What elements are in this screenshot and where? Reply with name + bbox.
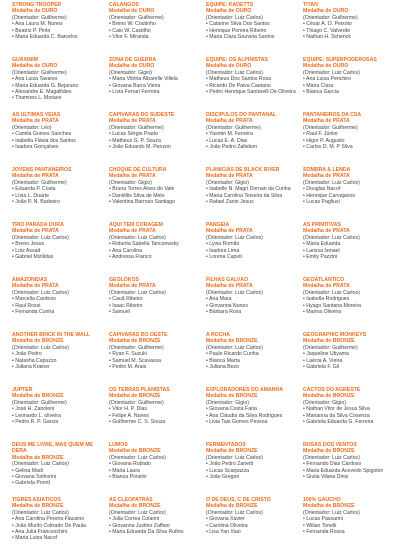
team-name: PANGÉIA xyxy=(206,222,230,228)
team-name: PLANÍCIAS DE BLACK RIVER xyxy=(206,167,280,173)
team-name: GEOGRAPHIC MONKEYS xyxy=(303,332,367,338)
team-name: 100% GAÚCHO xyxy=(303,497,341,503)
team-member: • Larissa Ismael xyxy=(303,248,394,254)
team-member: • Lyvia Romão xyxy=(206,241,297,247)
team-name: GUAXINIM xyxy=(12,57,38,63)
medal-label: Medalha de PRATA xyxy=(206,228,253,235)
team-member: • Emily Pazzini xyxy=(303,254,394,260)
team-member: • Lívia L. Duarte xyxy=(12,193,103,199)
team-name: CACTOS DO AGRESTE xyxy=(303,387,361,393)
team-member: • Ryan F. Suzuki xyxy=(109,351,200,357)
team-member: • Gabriel Mizilidas xyxy=(12,254,103,260)
orientador-label: (Orientador: Guilherme) xyxy=(12,179,67,186)
team-entry xyxy=(303,57,394,112)
team-name: JOVENS PANTANEIROS xyxy=(12,167,72,173)
team-member: • João Gregori xyxy=(206,474,297,480)
orientador-label: (Orientador: Luiz Carlos) xyxy=(303,289,360,296)
medal-label: Medalha de BRONZE xyxy=(12,454,64,461)
medal-label: Medalha de BRONZE xyxy=(12,338,64,345)
orientador-label: (Orientador: Luiz Carlos) xyxy=(206,344,263,351)
team-name: LUMOS xyxy=(109,442,128,448)
orientador-label: (Orientador: Luiz Carlos) xyxy=(109,289,166,296)
team-member: • Giovanna Justino Zaffani xyxy=(109,523,200,529)
team-member: • João Pedro xyxy=(12,351,103,357)
team-entry xyxy=(12,497,103,552)
medal-label: Medalha de PRATA xyxy=(303,228,350,235)
team-member: • Maria Eduarda Acevedo Spigolon xyxy=(303,468,394,474)
team-entry xyxy=(303,387,394,442)
team-member: • Andressa Franco xyxy=(109,254,200,260)
team-entry xyxy=(12,442,103,497)
team-member: • Bruna Torres Alves do Vale xyxy=(109,186,200,192)
orientador-label: (Orientador: Luiz Carlos) xyxy=(109,509,166,516)
team-member: • Juliana Bezo xyxy=(206,364,297,370)
medal-label: Medalha de BRONZE xyxy=(12,393,64,400)
medal-label: Medalha de PRATA xyxy=(109,283,156,290)
team-entry xyxy=(12,222,103,277)
team-member: • Vitor H. P. Dias xyxy=(109,406,200,412)
orientador-label: (Orientador: Gigio) xyxy=(109,179,152,186)
team-member: • João Murilo Coltrado De Paula xyxy=(12,523,103,529)
team-entry xyxy=(206,497,297,552)
medal-label: Medalha de PRATA xyxy=(12,173,59,180)
team-member: • Gabriela F. Gil xyxy=(303,364,394,370)
medal-label: Medalha de PRATA xyxy=(109,228,156,235)
team-name: GEOATLÂNTICO xyxy=(303,277,345,283)
team-member: • Laécia A. Vieira xyxy=(303,358,394,364)
orientador-label: (Orientador: Guilherme) xyxy=(12,399,67,406)
orientador-label: (Orientador: Guilherme) xyxy=(109,344,164,351)
team-member: • Maria Luiza Nacof xyxy=(12,535,103,541)
team-entry xyxy=(303,167,394,222)
medal-label: Medalha de PRATA xyxy=(206,283,253,290)
team-member: • Maria Clara Gouveia Santos xyxy=(206,34,297,40)
team-member: • João P. N. Barbeiro xyxy=(12,199,103,205)
team-member: • Isabelle N. Magri Dornan da Cunha xyxy=(206,186,297,192)
team-entry xyxy=(303,442,394,497)
team-member: • Lívia Ferrari Ferreira xyxy=(109,89,200,95)
team-name: STRONG TROOPER xyxy=(12,2,62,8)
team-entry xyxy=(206,2,297,57)
team-member: • Fernanda Cunha xyxy=(12,309,103,315)
team-member: • Pedro M. Arais xyxy=(109,364,200,370)
team-member: • Samuel M. Scavassa xyxy=(109,358,200,364)
medal-label: Medalha de BRONZE xyxy=(206,503,258,510)
orientador-label: (Orientador: Gigio) xyxy=(303,399,346,406)
team-member: • Breno Jesus xyxy=(12,241,103,247)
team-member: • Samuel xyxy=(109,309,200,315)
medal-label: Medalha de PRATA xyxy=(303,283,350,290)
team-entry xyxy=(303,332,394,387)
medal-label: Medalha de PRATA xyxy=(12,283,59,290)
team-member: • Gabriela Prontl xyxy=(12,480,103,486)
team-member: • Nathan Vitor de Jesus Silva xyxy=(303,406,394,412)
team-entry xyxy=(206,167,297,222)
team-member: • Lucas Sérgio Prado xyxy=(109,131,200,137)
team-entry xyxy=(109,2,200,57)
medal-label: Medalha de BRONZE xyxy=(303,448,355,455)
team-member: • Livia Tais Gomes Pessoa xyxy=(206,419,297,425)
team-name: ROSAS DOS VENTOS xyxy=(303,442,357,448)
team-entry xyxy=(109,387,200,442)
orientador-label: (Orientador: Luiz Carlos) xyxy=(303,179,360,186)
medal-label: Medalha de PRATA xyxy=(206,118,253,125)
orientador-label: (Orientador: Guilherme) xyxy=(109,399,164,406)
team-name: DISCÍPULOS DO PANTANAL xyxy=(206,112,277,118)
team-name: A ROCHA xyxy=(206,332,231,338)
orientador-label: (Orientador: Gigio) xyxy=(206,179,249,186)
team-member: • Maria Clara xyxy=(303,83,394,89)
team-name: GEOLOKOS xyxy=(109,277,139,283)
team-member: • Raul F. Júnior xyxy=(303,131,394,137)
team-name: EQUIPE: KADETTS xyxy=(206,2,254,8)
orientador-label: (Orientador: Luiz Carlos) xyxy=(206,14,263,21)
team-entry xyxy=(109,112,200,167)
orientador-label: (Orientador: Luiz Carlos) xyxy=(12,509,69,516)
team-member: • Giulia Vilana Dinis xyxy=(303,474,394,480)
medal-label: Medalha de BRONZE xyxy=(303,338,355,345)
team-member: • Higor P. Augusto xyxy=(303,138,394,144)
team-member: • Giovana Xavier xyxy=(206,516,297,522)
medal-label: Medalha de PRATA xyxy=(12,118,59,125)
team-member: • Pedro R. P. Garcia xyxy=(12,419,103,425)
team-member: • Maria Eduarda C. Barcelos xyxy=(12,34,103,40)
orientador-label: (Orientador: Guilherme) xyxy=(206,124,261,131)
orientador-label: (Orientador: Luiz Carlos) xyxy=(109,454,166,461)
team-entry xyxy=(109,222,200,277)
team-member: • Matheus Dos Santos Rosa xyxy=(206,76,297,82)
team-name: AS ÚLTIMAS VEIAS xyxy=(12,112,61,118)
team-entry xyxy=(12,112,103,167)
orientador-label: (Orientador: Luiz Carlos) xyxy=(206,234,263,241)
team-member: • Valentina Barroso Santiago xyxy=(109,199,200,205)
team-entry xyxy=(109,497,200,552)
team-entry xyxy=(12,387,103,442)
team-entry xyxy=(109,332,200,387)
team-name: FILHAS GALVÃO xyxy=(206,277,248,283)
medal-label: Medalha de BRONZE xyxy=(12,503,64,510)
team-member: • Giovanna Nunes xyxy=(206,303,297,309)
team-member: • Thamires L. Moraes xyxy=(12,95,103,101)
team-name: CALANGOS xyxy=(109,2,139,8)
team-entry xyxy=(206,222,297,277)
orientador-label: (Orientador: Gigio) xyxy=(109,69,152,76)
medal-label: Medalha de BRONZE xyxy=(206,448,258,455)
team-member: • Wilian Tonelli xyxy=(303,523,394,529)
team-member: • Bianca Ponzini xyxy=(109,474,200,480)
team-name: JÚPTER xyxy=(12,387,33,393)
orientador-label: (Orientador: Luiz Carlos) xyxy=(12,289,69,296)
team-member: • Marianna da Silva Cosenza xyxy=(303,413,394,419)
team-member: • Felipe A. Nunes xyxy=(109,413,200,419)
orientador-label: (Orientador: Luiz Carlos) xyxy=(206,509,263,516)
team-member: • Luiz Assad xyxy=(12,248,103,254)
team-member: • Ana Mara xyxy=(206,296,297,302)
team-member: • Breno W. Coutinho xyxy=(109,21,200,27)
team-member: • Juliana Krainer xyxy=(12,364,103,370)
team-name: FERMENTADOS xyxy=(206,442,246,448)
team-name: CAPIVARAS DO SUDESTE xyxy=(109,112,175,118)
team-name: TITAN xyxy=(303,2,318,8)
team-member: • Bianca Marta xyxy=(206,358,297,364)
team-member: • Gabriela Eduarda G. Ferreira xyxy=(303,419,394,425)
orientador-label: (Orientador: Luiz Carlos) xyxy=(109,234,166,241)
medal-label: Medalha de OURO xyxy=(12,8,58,15)
medal-label: Medalha de PRATA xyxy=(303,173,350,180)
orientador-label: (Orientador: Luiz Carlos) xyxy=(303,454,360,461)
orientador-label: (Orientador: Guilherme) xyxy=(303,344,358,351)
team-member: • Yasmin M. Ferreira xyxy=(206,131,297,137)
team-entry xyxy=(303,112,394,167)
team-entry xyxy=(12,167,103,222)
orientador-label: (Orientador: Luiz Carlos) xyxy=(303,69,360,76)
team-member: • Giovana Sinhorini xyxy=(12,474,103,480)
team-member: • Carolina Oliveira xyxy=(206,523,297,529)
team-member: • Henrique Pereira Ribeiro xyxy=(206,28,297,34)
team-member: • Camila Gomes Sanches xyxy=(12,131,103,137)
orientador-label: (Orientador: Luiz Carlos) xyxy=(12,461,69,468)
team-name: ZONA DE GUERRA xyxy=(109,57,157,63)
team-name: SOMBRA & LENDA xyxy=(303,167,351,173)
team-member: • Guilherme C. S. Souza xyxy=(109,419,200,425)
team-entry xyxy=(109,167,200,222)
teams-grid xyxy=(12,2,394,542)
team-member: • Ana Carolina xyxy=(109,248,200,254)
medal-label: Medalha de PRATA xyxy=(12,228,59,235)
orientador-label: (Orientador: Gigio) xyxy=(206,399,249,406)
team-entry xyxy=(109,57,200,112)
team-member: • Maria Vitória Albarelle Villela xyxy=(109,76,200,82)
team-member: • Caio W. Castilho xyxy=(109,28,200,34)
team-member: • João Pedro Zallebon xyxy=(206,144,297,150)
team-name: CHOQUE DE CULTURA xyxy=(109,167,167,173)
team-member: • Ana Luisa Penchiro xyxy=(303,76,394,82)
medal-label: Medalha de OURO xyxy=(206,63,252,70)
team-member: • Ricardo De Paiva Caetano xyxy=(206,83,297,89)
medal-label: Medalha de BRONZE xyxy=(109,338,161,345)
team-name: AS PRIMITIVAS xyxy=(303,222,341,228)
team-member: • Isabella Rodrigues xyxy=(303,296,394,302)
orientador-label: (Orientador: Léo) xyxy=(12,124,52,131)
team-member: • Giovana Costa Faria xyxy=(206,406,297,412)
team-member: • Giovana Barra Vieira xyxy=(109,83,200,89)
medal-label: Medalha de BRONZE xyxy=(109,393,161,400)
team-member: • Catarine Silva Dos Santos xyxy=(206,21,297,27)
orientador-label: (Orientador: Guilherme) xyxy=(109,124,164,131)
team-member: • Thiago C. Valverde xyxy=(303,28,394,34)
medal-label: Medalha de BRONZE xyxy=(206,338,258,345)
medal-label: Medalha de BRONZE xyxy=(109,448,161,455)
team-member: • Rafael Zanin Jesus xyxy=(206,199,297,205)
team-member: • João Eduardo M. Penzon xyxy=(109,144,200,150)
team-member: • Lorena Caputi xyxy=(206,254,297,260)
team-member: • Leonardo L. oliveira xyxy=(12,413,103,419)
team-member: • Lucas Scarpazza xyxy=(206,468,297,474)
team-member: • Jaqueline Utiyama xyxy=(303,351,394,357)
orientador-label: (Orientador: Guilherme) xyxy=(109,14,164,21)
orientador-label: (Orientador: Luiz Carlos) xyxy=(206,289,263,296)
team-member: • Bárbara Rosa xyxy=(206,309,297,315)
team-entry xyxy=(206,442,297,497)
team-member: • Pedro Henrique Santarelli De Oliveira xyxy=(206,89,297,95)
orientador-label: (Orientador: Luiz Carlos) xyxy=(206,69,263,76)
orientador-label: (Orientador: Luiz Carlos) xyxy=(303,234,360,241)
medal-label: Medalha de PRATA xyxy=(109,173,156,180)
medal-label: Medalha de PRATA xyxy=(206,173,253,180)
medal-label: Medalha de OURO xyxy=(206,8,252,15)
medal-label: Medalha de OURO xyxy=(109,63,155,70)
orientador-label: (Orientador: Guilherme) xyxy=(303,14,358,21)
team-name: EQUIPE: SUPERPODEROSAS xyxy=(303,57,377,63)
medal-label: Medalha de OURO xyxy=(109,8,155,15)
team-name: OS TERRAS PLANISTAS xyxy=(109,387,170,393)
orientador-label: (Orientador: Luiz Carlos) xyxy=(12,234,69,241)
team-name: EXPLORADORES DO AMANHÃ xyxy=(206,387,284,393)
team-member: • Hyago Santana Moreira xyxy=(303,303,394,309)
medal-label: Medalha de BRONZE xyxy=(303,503,355,510)
team-member: • Carlos D. M. P Silva xyxy=(303,144,394,150)
team-member: • Matheus G. P. Souza xyxy=(109,138,200,144)
team-name: ANOTHER BRICK IN THE WALL xyxy=(12,332,91,338)
team-member: • Paulo Ricardo Cunha xyxy=(206,351,297,357)
team-member: • Ana Carolina Pereira Flausino xyxy=(12,516,103,522)
medal-label: Medalha de BRONZE xyxy=(206,393,258,400)
team-entry xyxy=(303,277,394,332)
team-entry xyxy=(12,332,103,387)
team-member: • José H. Zanoleni xyxy=(12,406,103,412)
team-member: • Isabella Flávia dos Santos xyxy=(12,138,103,144)
team-member: • Eduarda P. Costa xyxy=(12,186,103,192)
team-name: AS CLEÓPATRAS xyxy=(109,497,153,503)
medal-label: Medalha de PRATA xyxy=(109,118,156,125)
team-member: • Julia Correa Colarini xyxy=(109,516,200,522)
team-entry xyxy=(206,112,297,167)
team-member: • Roberta Sabella Tanczewsky xyxy=(109,241,200,247)
team-member: • Douglas Nacof xyxy=(303,186,394,192)
team-member: • Bianca Garcia xyxy=(303,89,394,95)
team-member: • Isadora Lima xyxy=(206,248,297,254)
team-member: • Maria Carolina Teixeira da Silva xyxy=(206,193,297,199)
team-name: Ó DE DEUS, C DE CRISTO xyxy=(206,497,271,503)
orientador-label: (Orientador: Guilherme) xyxy=(12,14,67,21)
team-entry xyxy=(303,497,394,552)
team-member: • Maria Eduarda Da Silva Rufino xyxy=(109,529,200,535)
team-member: • Fernando Dias Cardoso xyxy=(303,461,394,467)
team-member: • Giovana Rubiato xyxy=(109,461,200,467)
team-member: • Maria Eduarda G. Bejarano xyxy=(12,83,103,89)
team-member: • Beatriz P. Pinto xyxy=(12,28,103,34)
team-member: • Isaac Ribeiro xyxy=(109,303,200,309)
team-member: • Daniéllis Silva de Melo xyxy=(109,193,200,199)
team-name: PANTANEIROS DA CSA xyxy=(303,112,362,118)
team-member: • Gelina Madi xyxy=(12,468,103,474)
team-name: DEUS ME LIVRE, MAS QUEM ME DERA xyxy=(12,442,93,455)
team-entry xyxy=(206,332,297,387)
orientador-label: (Orientador: Luiz Carlos) xyxy=(303,509,360,516)
team-entry xyxy=(12,277,103,332)
team-name: TIGRES ASIÁTICOS xyxy=(12,497,61,503)
team-entry xyxy=(206,57,297,112)
team-member: • Fernanda Rossa xyxy=(303,529,394,535)
team-name: TRIO PARADA DURA xyxy=(12,222,64,228)
team-member: • Isadora Gonçalves xyxy=(12,144,103,150)
orientador-label: (Orientador: Luiz Carlos) xyxy=(206,454,263,461)
team-member: • Lucas Pagliusi xyxy=(303,199,394,205)
team-member: • Lucas Passarini xyxy=(303,516,394,522)
team-member: • Maria Eduarda xyxy=(303,241,394,247)
medal-label: Medalha de BRONZE xyxy=(109,503,161,510)
team-entry xyxy=(12,57,103,112)
team-entry xyxy=(109,442,200,497)
team-member: • Maria Laura xyxy=(109,468,200,474)
orientador-label: (Orientador: Guilherme) xyxy=(303,124,358,131)
team-member: • Lisa Yan Xiao xyxy=(206,529,297,535)
team-member: • Nathan H. Schenck xyxy=(303,34,394,40)
team-name: EQUIPE: OS ALPINISTAS xyxy=(206,57,268,63)
orientador-label: (Orientador: Luiz Carlos) xyxy=(12,344,69,351)
team-entry xyxy=(12,2,103,57)
team-entry xyxy=(206,277,297,332)
team-entry xyxy=(303,222,394,277)
team-member: • Vitor F. Miranda xyxy=(109,34,200,40)
team-entry xyxy=(109,277,200,332)
medal-label: Medalha de OURO xyxy=(303,8,349,15)
team-member: • Raul Rossi xyxy=(12,303,103,309)
team-member: • Henrique Carvajanos xyxy=(303,193,394,199)
orientador-label: (Orientador: Guilherme) xyxy=(12,69,67,76)
medal-label: Medalha de PRATA xyxy=(303,118,350,125)
team-member: • Lucas E. A. Dias xyxy=(206,138,297,144)
team-name: AQUI TEM CORAGEM xyxy=(109,222,163,228)
team-member: • Ana Julia Franceschini xyxy=(12,529,103,535)
team-member: • Ana Laura M. Nunes xyxy=(12,21,103,27)
team-name: CAPIVARAS DO OESTE xyxy=(109,332,168,338)
team-member: • Ana Luiza Tavares xyxy=(12,76,103,82)
team-member: • Marcella Cardoso xyxy=(12,296,103,302)
team-member: • Ana Cláudia da Silva Rodrigues xyxy=(206,413,297,419)
team-member: • Natasha Capuzzo xyxy=(12,358,103,364)
medal-label: Medalha de OURO xyxy=(12,63,58,70)
team-member: • Cauã Ribeiro xyxy=(109,296,200,302)
team-member: • César A. O. Peixoto xyxy=(303,21,394,27)
team-member: • Alexandre E. Magalhães xyxy=(12,89,103,95)
medal-label: Medalha de BRONZE xyxy=(303,393,355,400)
team-member: • João Pedro Zanetti xyxy=(206,461,297,467)
medal-label: Medalha de OURO xyxy=(303,63,349,70)
team-entry xyxy=(303,2,394,57)
team-member: • Marina Oliveira xyxy=(303,309,394,315)
team-name: AMAZONIDAS xyxy=(12,277,48,283)
team-entry xyxy=(206,387,297,442)
